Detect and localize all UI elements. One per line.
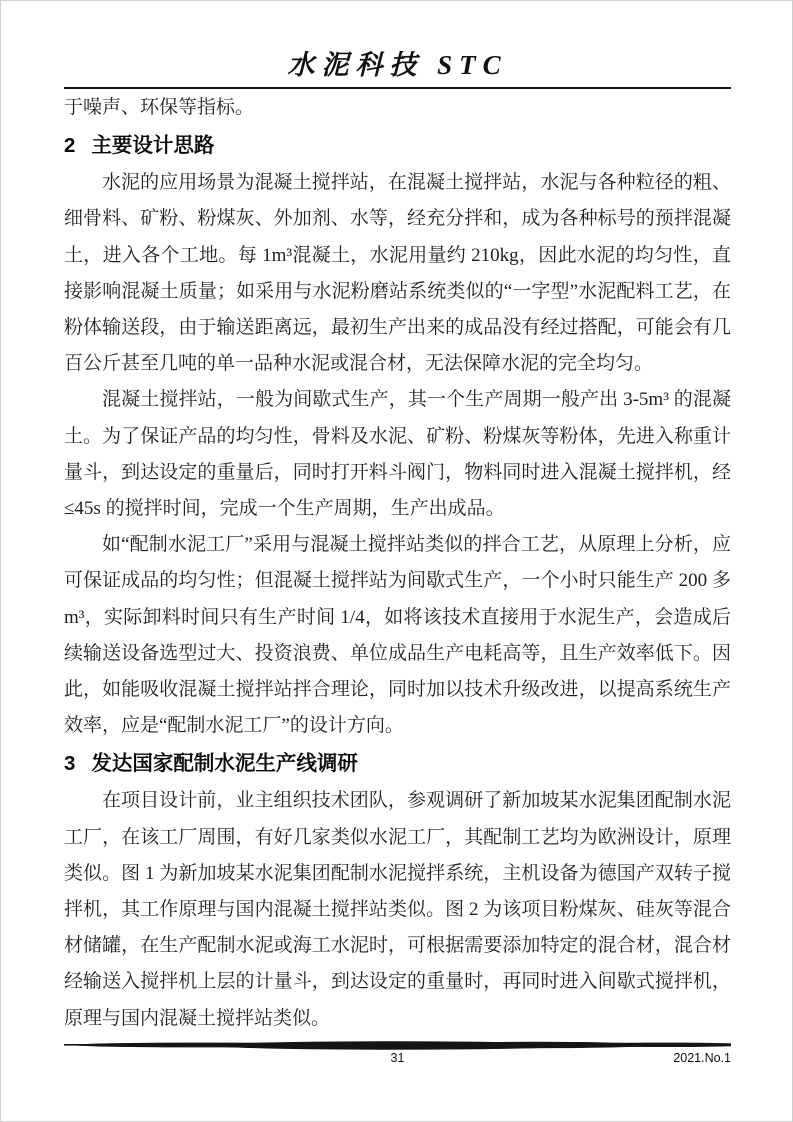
paragraph: 在项目设计前，业主组织技术团队，参观调研了新加坡某水泥集团配制水泥工厂，在该工厂周围，有好几家类似水泥工厂，其配制工艺均为欧洲设计，原理类似。图 1 为新加坡某水泥集团配制水泥搅拌系统，主机设备为德国产双转子搅拌机，其工作原理与国内混凝土搅拌站类似。图 2 为该项目粉煤灰、硅灰等混合材储罐，在生产配制水泥或海工水泥时，可根据需要添加特定的混合材，混合材经输送入搅拌机上层的计量斗，到达设定的重量时，再同时进入间歇式搅拌机，原理与国内混凝土搅拌站类似。	[64, 790, 731, 1029]
paragraph: 如“配制水泥工厂”采用与混凝土搅拌站类似的拌合工艺，从原理上分析，应可保证成品的均匀性；但混凝土搅拌站为间歇式生产，一个小时只能生产 200 多m³，实际卸料时间只有生产时间 1/4，如将该技术直接用于水泥生产，会造成后续输送设备选型过大、投资浪费、单位成品生产电耗高等，且生产效率低下。因此，如能吸收混凝土搅拌站拌合理论，同时加以技术升级改进，以提高系统生产效率，应是“配制水泥工厂”的设计方向。	[64, 534, 731, 737]
section-3-number: 3	[64, 752, 76, 776]
article-body	[64, 90, 731, 1037]
section-2-heading	[64, 126, 731, 165]
section-2-title: 主要设计思路	[91, 134, 215, 158]
page-header	[64, 43, 731, 82]
issue-label: 2021.No.1	[673, 1051, 731, 1065]
paragraph: 水泥的应用场景为混凝土搅拌站，在混凝土搅拌站，水泥与各种粒径的粗、细骨料、矿粉、粉煤灰、外加剂、水等，经充分拌和，成为各种标号的预拌混凝土，进入各个工地。每 1m³混凝土，水泥用量约 210kg，因此水泥的均匀性，直接影响混凝土质量；如采用与水泥粉磨站系统类似的“一字型”水泥配料工艺，在粉体输送段，由于输送距离远，最初生产出来的成品没有经过搭配，可能会有几百公斤甚至几吨的单一品种水泥或混合材，无法保障水泥的完全均匀。	[64, 172, 731, 375]
continued-paragraph: 于噪声、环保等指标。	[64, 97, 255, 118]
paragraph: 混凝土搅拌站，一般为间歇式生产，其一个生产周期一般产出 3-5m³ 的混凝土。为了保证产品的均匀性，骨料及水泥、矿粉、粉煤灰等粉体，先进入称重计量斗，到达设定的重量后，同时打开料斗阀门，物料同时进入混凝土搅拌机，经≤45s 的搅拌时间，完成一个生产周期，生产出成品。	[64, 389, 731, 520]
section-3-heading	[64, 744, 731, 783]
page-footer	[64, 1051, 731, 1069]
footer-rule	[64, 1039, 731, 1051]
section-3-title: 发达国家配制水泥生产线调研	[91, 752, 358, 776]
header-rule	[64, 87, 731, 89]
section-2-number: 2	[64, 134, 76, 158]
page-number: 31	[390, 1051, 405, 1065]
journal-title: 水泥科技 STC	[287, 50, 508, 80]
